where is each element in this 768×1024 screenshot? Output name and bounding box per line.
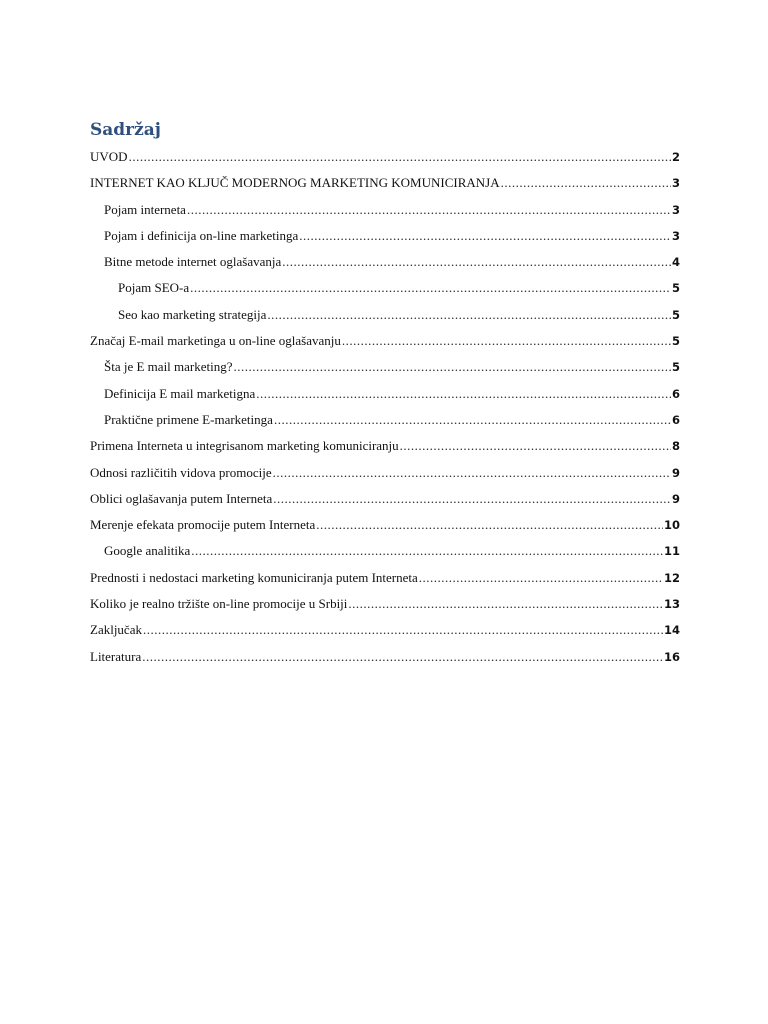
toc-entry-title: Definicija E mail marketigna — [104, 385, 256, 401]
toc-entry-page: 5 — [671, 281, 680, 296]
dot-leader — [191, 538, 663, 564]
toc-entry-page: 4 — [671, 255, 680, 270]
dot-leader — [190, 275, 671, 301]
toc-entry[interactable] — [90, 328, 680, 354]
toc-entry-title: Pojam i definicija on-line marketinga — [104, 227, 299, 243]
toc-entry[interactable] — [90, 170, 680, 196]
toc-entry-title: Primena Interneta u integrisanom marketing komuniciranju — [90, 438, 399, 454]
toc-entry[interactable] — [90, 433, 680, 459]
toc-entry[interactable] — [90, 197, 680, 223]
toc-entry-title: Merenje efekata promocije putem Interneta — [90, 517, 316, 533]
toc-entry-title: Koliko je realno tržište on-line promocije u Srbiji — [90, 596, 348, 612]
toc-entry-title: Bitne metode internet oglašavanja — [104, 254, 282, 270]
toc-entry-title: Pojam interneta — [104, 201, 186, 217]
toc-entry-title: Seo kao marketing strategija — [118, 306, 267, 322]
toc-entry[interactable] — [90, 644, 680, 670]
toc-entry-title: Oblici oglašavanja putem Interneta — [90, 490, 273, 506]
toc-entry[interactable] — [90, 223, 680, 249]
toc-entry-page: 3 — [671, 228, 680, 243]
dot-leader — [501, 170, 671, 196]
toc-heading: Sadržaj — [90, 120, 161, 140]
toc-entry-title: Odnosi različitih vidova promocije — [90, 464, 272, 480]
dot-leader — [299, 223, 671, 249]
toc-entry[interactable] — [90, 144, 680, 170]
toc-entry[interactable] — [90, 538, 680, 564]
toc-entry-page: 6 — [671, 412, 680, 427]
toc-entry-page: 8 — [671, 439, 680, 454]
dot-leader — [274, 407, 671, 433]
toc-entry-page: 5 — [671, 360, 680, 375]
toc-entry-title: Praktične primene E-marketinga — [104, 411, 273, 427]
dot-leader — [273, 486, 671, 512]
toc-entry-page: 3 — [671, 176, 680, 191]
toc-entry-page: 9 — [671, 465, 680, 480]
toc-entry-title: Značaj E-mail marketinga u on-line oglašavanju — [90, 333, 341, 349]
dot-leader — [316, 512, 663, 538]
toc-entry-page: 14 — [663, 623, 680, 638]
dot-leader — [400, 433, 671, 459]
dot-leader — [348, 591, 663, 617]
toc-entry-page: 3 — [671, 202, 680, 217]
dot-leader — [142, 644, 663, 670]
toc-entry[interactable] — [90, 591, 680, 617]
toc-entry-page: 5 — [671, 307, 680, 322]
dot-leader — [256, 381, 671, 407]
toc-entry[interactable] — [90, 617, 680, 643]
toc-entry-page: 10 — [663, 518, 680, 533]
toc-entry[interactable] — [90, 302, 680, 328]
table-of-contents — [90, 144, 680, 670]
toc-entry-page: 9 — [671, 491, 680, 506]
toc-entry-title: Google analitika — [104, 543, 191, 559]
dot-leader — [267, 302, 671, 328]
toc-entry-page: 6 — [671, 386, 680, 401]
toc-entry-page: 12 — [663, 570, 680, 585]
dot-leader — [187, 197, 671, 223]
toc-entry[interactable] — [90, 460, 680, 486]
toc-entry-title: Zaključak — [90, 622, 142, 638]
toc-entry-page: 16 — [663, 649, 680, 664]
toc-entry[interactable] — [90, 249, 680, 275]
toc-entry[interactable] — [90, 275, 680, 301]
dot-leader — [419, 565, 663, 591]
toc-entry-title: INTERNET KAO KLJUČ MODERNOG MARKETING KOMUNICIRANJA — [90, 175, 500, 191]
toc-entry-title: Šta je E mail marketing? — [104, 359, 233, 375]
toc-entry[interactable] — [90, 354, 680, 380]
toc-entry-page: 2 — [671, 150, 680, 164]
dot-leader — [143, 617, 663, 643]
toc-entry-title: UVOD — [90, 149, 128, 164]
dot-leader — [342, 328, 671, 354]
toc-entry[interactable] — [90, 486, 680, 512]
dot-leader — [129, 144, 671, 170]
toc-entry[interactable] — [90, 407, 680, 433]
toc-entry[interactable] — [90, 565, 680, 591]
toc-entry-title: Prednosti i nedostaci marketing komuniciranja putem Interneta — [90, 569, 418, 585]
toc-entry-page: 5 — [671, 334, 680, 349]
toc-entry[interactable] — [90, 512, 680, 538]
toc-entry-page: 11 — [663, 544, 680, 559]
toc-entry-title: Literatura — [90, 648, 142, 664]
toc-entry-title: Pojam SEO-a — [118, 280, 190, 296]
dot-leader — [234, 354, 671, 380]
toc-entry[interactable] — [90, 381, 680, 407]
dot-leader — [273, 460, 671, 486]
toc-entry-page: 13 — [663, 597, 680, 612]
dot-leader — [282, 249, 671, 275]
